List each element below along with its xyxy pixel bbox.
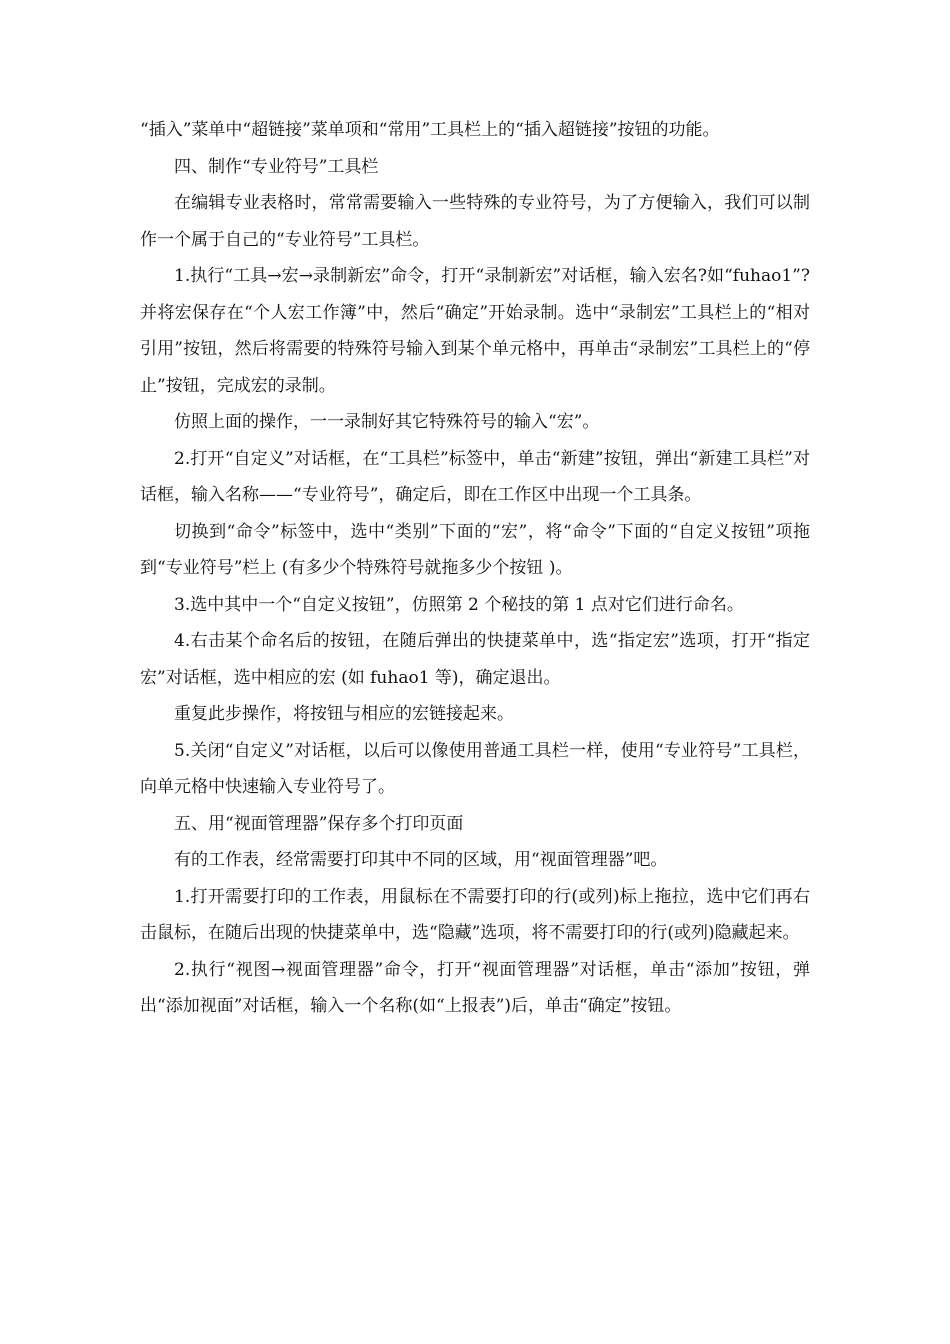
step-paragraph: 4.右击某个命名后的按钮，在随后弹出的快捷菜单中，选“指定宏”选项，打开“指定宏”对话框，选中相应的宏 (如 fuhao1 等)，确定退出。 — [140, 631, 810, 688]
paragraph: 仿照上面的操作，一一录制好其它特殊符号的输入“宏”。 — [174, 412, 600, 432]
step-paragraph: 1.打开需要打印的工作表，用鼠标在不需要打印的行(或列)标上拖拉，选中它们再右击鼠标，在随后出现的快捷菜单中，选“隐藏”选项，将不需要打印的行(或列)隐藏起来。 — [140, 886, 810, 943]
step-paragraph: 3.选中其中一个“自定义按钮”，仿照第 2 个秘技的第 1 点对它们进行命名。 — [174, 594, 744, 615]
paragraph: 有的工作表，经常需要打印其中不同的区域，用“视面管理器”吧。 — [174, 850, 668, 870]
step-paragraph: 2.执行“视图→视面管理器”命令，打开“视面管理器”对话框，单击“添加”按钮，弹出“添加视面”对话框，输入一个名称(如“上报表”)后，单击“确定”按钮。 — [140, 959, 810, 1016]
section-heading-4: 四、制作“专业符号”工具栏 — [174, 156, 379, 177]
section-heading-5: 五、用“视面管理器”保存多个打印页面 — [174, 813, 464, 834]
paragraph: 在编辑专业表格时，常常需要输入一些特殊的专业符号，为了方便输入，我们可以制作一个属于自己的“专业符号”工具栏。 — [140, 193, 810, 250]
step-paragraph: 5.关闭“自定义”对话框，以后可以像使用普通工具栏一样，使用“专业符号”工具栏，向单元格中快速输入专业符号了。 — [140, 740, 810, 797]
step-paragraph: 2.打开“自定义”对话框，在“工具栏”标签中，单击“新建”按钮，弹出“新建工具栏”对话框，输入名称——“专业符号”，确定后，即在工作区中出现一个工具条。 — [140, 448, 810, 505]
paragraph-continuation: “插入”菜单中“超链接”菜单项和“常用”工具栏上的“插入超链接”按钮的功能。 — [140, 120, 720, 140]
document-page — [140, 112, 810, 1025]
step-paragraph: 1.执行“工具→宏→录制新宏”命令，打开“录制新宏”对话框，输入宏名?如“fuhao1”?并将宏保存在“个人宏工作簿”中，然后“确定”开始录制。选中“录制宏”工具栏上的“相对引用”按钮，然后将需要的特殊符号输入到某个单元格中，再单击“录制宏”工具栏上的“停止”按钮，完成宏的录制。 — [140, 266, 810, 396]
paragraph: 重复此步操作，将按钮与相应的宏链接起来。 — [174, 704, 514, 724]
paragraph: 切换到“命令”标签中，选中“类别”下面的“宏”，将“命令”下面的“自定义按钮”项拖到“专业符号”栏上 (有多少个特殊符号就拖多少个按钮 )。 — [140, 521, 810, 578]
